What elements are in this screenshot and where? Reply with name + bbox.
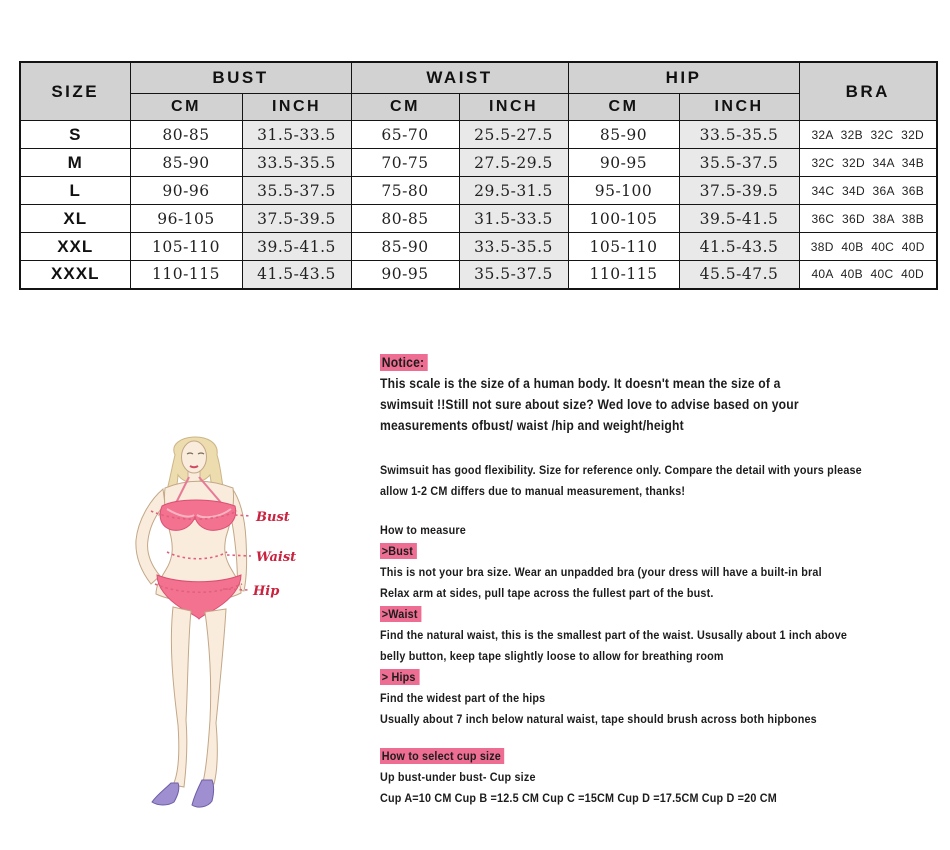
hips-section-heading: > Hips xyxy=(380,667,889,688)
bust-cm-value: 80-85 xyxy=(130,121,242,149)
hip-cm-value: 110-115 xyxy=(568,261,679,289)
col-header-bra: BRA xyxy=(799,62,937,121)
bust-text-line: This is not your bra size. Wear an unpadded bra (your dress will have a built-in bral xyxy=(380,565,822,579)
waist-inch-value: 31.5-33.5 xyxy=(459,205,568,233)
bust-inch-value: 39.5-41.5 xyxy=(242,233,351,261)
hip-cm-value: 105-110 xyxy=(568,233,679,261)
bust-cm-value: 110-115 xyxy=(130,261,242,289)
notice-heading: Notice: xyxy=(380,352,889,373)
table-row xyxy=(20,233,937,261)
waist-cm-value: 70-75 xyxy=(351,149,459,177)
bust-cm-value: 96-105 xyxy=(130,205,242,233)
bust-text-line: Relax arm at sides, pull tape across the fullest part of the bust. xyxy=(380,586,714,600)
waist-cm-value: 80-85 xyxy=(351,205,459,233)
waist-cm-value: 65-70 xyxy=(351,121,459,149)
right-shoe xyxy=(192,780,214,807)
bra-value: 38D 40B 40C 40D xyxy=(799,233,937,261)
waist-leader-line xyxy=(227,555,251,556)
waist-inch-header: INCH xyxy=(459,94,568,121)
bust-cm-value: 85-90 xyxy=(130,149,242,177)
figure-sketch xyxy=(105,425,370,825)
bra-value: 34C 34D 36A 36B xyxy=(799,177,937,205)
waist-inch-value: 25.5-27.5 xyxy=(459,121,568,149)
hip-inch-value: 35.5-37.5 xyxy=(679,149,799,177)
figure-left-arm xyxy=(136,489,165,584)
hip-inch-header: INCH xyxy=(679,94,799,121)
hips-text-line: Find the widest part of the hips xyxy=(380,691,546,705)
size-label: XL xyxy=(20,205,130,233)
hip-inch-value: 37.5-39.5 xyxy=(679,177,799,205)
table-row xyxy=(20,149,937,177)
bikini-bottom xyxy=(157,575,241,619)
bust-inch-value: 33.5-35.5 xyxy=(242,149,351,177)
hips-text-line: Usually about 7 inch below natural waist, tape should brush across both hipbones xyxy=(380,712,817,726)
bra-value: 36C 36D 38A 38B xyxy=(799,205,937,233)
bra-value: 32C 32D 34A 34B xyxy=(799,149,937,177)
table-row xyxy=(20,261,937,289)
bust-cm-value: 90-96 xyxy=(130,177,242,205)
bust-inch-value: 35.5-37.5 xyxy=(242,177,351,205)
waist-text-line: Find the natural waist, this is the smallest part of the waist. Ususally about 1 inch above xyxy=(380,628,848,642)
bust-inch-header: INCH xyxy=(242,94,351,121)
waist-inch-value: 33.5-35.5 xyxy=(459,233,568,261)
waist-cm-value: 85-90 xyxy=(351,233,459,261)
size-label: S xyxy=(20,121,130,149)
size-label: XXXL xyxy=(20,261,130,289)
left-shoe xyxy=(152,783,179,805)
bust-section-heading: >Bust xyxy=(380,541,889,562)
bust-inch-value: 31.5-33.5 xyxy=(242,121,351,149)
figure-left-leg xyxy=(171,607,191,787)
notice-text-line: swimsuit !!Still not sure about size? Wed love to advise based on your xyxy=(380,397,799,412)
bust-inch-value: 37.5-39.5 xyxy=(242,205,351,233)
hip-inch-value: 45.5-47.5 xyxy=(679,261,799,289)
flexibility-text-line: allow 1-2 CM differs due to manual measurement, thanks! xyxy=(380,484,686,498)
table-row xyxy=(20,205,937,233)
waist-inch-value: 27.5-29.5 xyxy=(459,149,568,177)
col-header-size: SIZE xyxy=(20,62,130,121)
waist-inch-value: 35.5-37.5 xyxy=(459,261,568,289)
waist-text-line: belly button, keep tape slightly loose to allow for breathing room xyxy=(380,649,724,663)
col-header-waist: WAIST xyxy=(351,62,568,94)
hip-cm-value: 90-95 xyxy=(568,149,679,177)
hip-inch-value: 33.5-35.5 xyxy=(679,121,799,149)
cup-size-text-line: Cup A=10 CM Cup B =12.5 CM Cup C =15CM Cup D =17.5CM Cup D =20 CM xyxy=(380,791,777,805)
size-label: XXL xyxy=(20,233,130,261)
waist-cm-header: CM xyxy=(351,94,459,121)
hip-cm-value: 100-105 xyxy=(568,205,679,233)
measurement-figure-illustration xyxy=(105,425,370,825)
sizing-notes xyxy=(380,352,945,809)
bust-label: Bust xyxy=(256,510,290,525)
notice-text-line: This scale is the size of a human body. It doesn't mean the size of a xyxy=(380,376,781,391)
cup-size-text-line: Up bust-under bust- Cup size xyxy=(380,770,536,784)
table-row xyxy=(20,121,937,149)
hip-cm-value: 95-100 xyxy=(568,177,679,205)
hip-cm-value: 85-90 xyxy=(568,121,679,149)
flexibility-text-line: Swimsuit has good flexibility. Size for reference only. Compare the detail with yours please xyxy=(380,463,862,477)
bust-inch-value: 41.5-43.5 xyxy=(242,261,351,289)
waist-cm-value: 75-80 xyxy=(351,177,459,205)
waist-inch-value: 29.5-31.5 xyxy=(459,177,568,205)
cup-size-heading: How to select cup size xyxy=(380,746,889,767)
hip-cm-header: CM xyxy=(568,94,679,121)
size-chart-table xyxy=(19,61,938,290)
hip-inch-value: 41.5-43.5 xyxy=(679,233,799,261)
figure-right-leg xyxy=(203,609,226,784)
waist-cm-value: 90-95 xyxy=(351,261,459,289)
bra-value: 32A 32B 32C 32D xyxy=(799,121,937,149)
col-header-bust: BUST xyxy=(130,62,351,94)
table-row xyxy=(20,177,937,205)
waist-section-heading: >Waist xyxy=(380,604,889,625)
bust-cm-header: CM xyxy=(130,94,242,121)
hip-inch-value: 39.5-41.5 xyxy=(679,205,799,233)
size-label: M xyxy=(20,149,130,177)
waist-label: Waist xyxy=(256,550,297,565)
bra-value: 40A 40B 40C 40D xyxy=(799,261,937,289)
col-header-hip: HIP xyxy=(568,62,799,94)
size-label: L xyxy=(20,177,130,205)
how-to-measure-heading: How to measure xyxy=(380,523,466,537)
notice-text-line: measurements ofbust/ waist /hip and weight/height xyxy=(380,418,684,433)
bust-cm-value: 105-110 xyxy=(130,233,242,261)
hip-label: Hip xyxy=(253,584,280,599)
